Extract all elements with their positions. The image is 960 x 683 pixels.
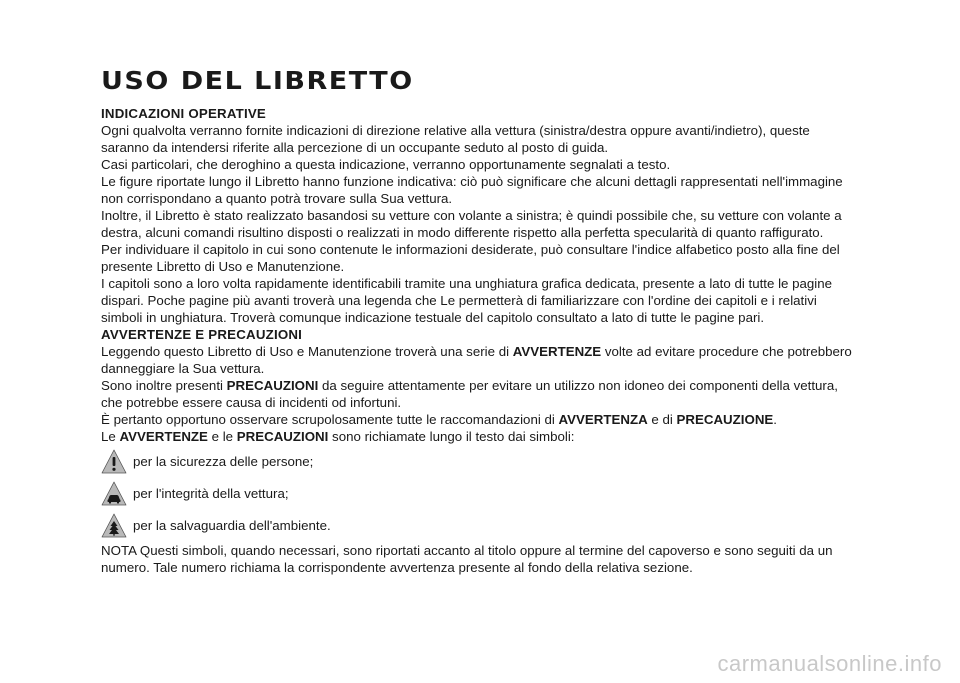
text-run: e le <box>207 429 237 444</box>
text-run: . <box>773 412 777 427</box>
person-safety-warning-icon <box>101 449 127 475</box>
paragraph: I capitoli sono a loro volta rapidamente identificabili tramite una unghiatura grafica dedicata, presente a lato di tutte le pagine dispari. Poche pagine più avanti troverà una legenda che Le permetterà di familiarizzare con l'ordine dei capitoli e i relativi simboli in unghiatura. Troverà comunque indicazione testuale del capitolo consultato a lato di tutte le pagine pari. <box>101 276 833 325</box>
paragraph <box>101 428 861 445</box>
paragraph: Ogni qualvolta verranno fornite indicazioni di direzione relative alla vettura (sinistra/destra oppure avanti/indietro), queste saranno da intendersi riferite alla percezione di un occupante seduto al posto di guida. <box>101 123 810 155</box>
symbol-row-person-safety <box>101 446 861 477</box>
section-heading-operative: INDICAZIONI OPERATIVE <box>101 106 267 121</box>
keyword-precauzione: PRECAUZIONE <box>676 412 774 427</box>
paragraph: Le figure riportate lungo il Libretto hanno funzione indicativa: ciò può significare che alcuni dettagli rappresentati nell'immagine non corrispondano a quanto potrà trovare sulla Sua vettura. <box>101 174 843 206</box>
paragraph: Casi particolari, che deroghino a questa indicazione, verranno opportunamente segnalati a testo. <box>101 157 671 172</box>
paragraph: Per individuare il capitolo in cui sono contenute le informazioni desiderate, può consultare l'indice alfabetico posto alla fine del presente Libretto di Uso e Manutenzione. <box>101 242 840 274</box>
keyword-avvertenza: AVVERTENZA <box>558 412 648 427</box>
text-run: da seguire attentamente per evitare un utilizzo non idoneo dei componenti della vettura, che potrebbe essere causa di incidenti od infortuni. <box>101 378 838 410</box>
environment-warning-icon <box>101 513 127 539</box>
watermark: carmanualsonline.info <box>717 651 942 676</box>
keyword-precauzioni: PRECAUZIONI <box>236 429 329 444</box>
symbol-label: per la salvaguardia dell'ambiente. <box>133 518 331 533</box>
text-run: Le <box>101 429 120 444</box>
symbol-row-environment <box>101 510 861 541</box>
text-run: volte ad evitare procedure che potrebbero danneggiare la Sua vettura. <box>101 344 852 376</box>
paragraph: Inoltre, il Libretto è stato realizzato basandosi su vetture con volante a sinistra; è quindi possibile che, su vetture con volante a destra, alcuni comandi risultino disposti o realizzati in modo differente rispetto alla perfetta specularità di quanto raffigurato. <box>101 208 842 240</box>
text-run: Leggendo questo Libretto di Uso e Manutenzione troverà una serie di <box>101 344 513 359</box>
text-run: Sono inoltre presenti <box>101 378 227 393</box>
paragraph <box>101 411 861 428</box>
symbol-label: per l'integrità della vettura; <box>133 486 289 501</box>
page-title: USO DEL LIBRETTO <box>101 66 414 96</box>
keyword-avvertenze: AVVERTENZE <box>119 429 208 444</box>
symbol-row-vehicle-integrity <box>101 478 861 509</box>
text-run: sono richiamate lungo il testo dai simboli: <box>328 429 575 444</box>
keyword-precauzioni: PRECAUZIONI <box>226 378 319 393</box>
text-run: e di <box>647 412 677 427</box>
symbol-label: per la sicurezza delle persone; <box>133 454 314 469</box>
text-run: È pertanto opportuno osservare scrupolosamente tutte le raccomandazioni di <box>101 412 559 427</box>
paragraph <box>101 377 861 411</box>
paragraph <box>101 343 861 377</box>
vehicle-integrity-warning-icon <box>101 481 127 507</box>
section-heading-warnings: AVVERTENZE E PRECAUZIONI <box>101 327 303 342</box>
keyword-avvertenze: AVVERTENZE <box>512 344 602 359</box>
note-paragraph: NOTA Questi simboli, quando necessari, sono riportati accanto al titolo oppure al termine del capoverso e sono seguiti da un numero. Tale numero richiama la corrispondente avvertenza presente al fondo della relativa sezione. <box>101 543 833 575</box>
manual-page <box>101 66 861 576</box>
